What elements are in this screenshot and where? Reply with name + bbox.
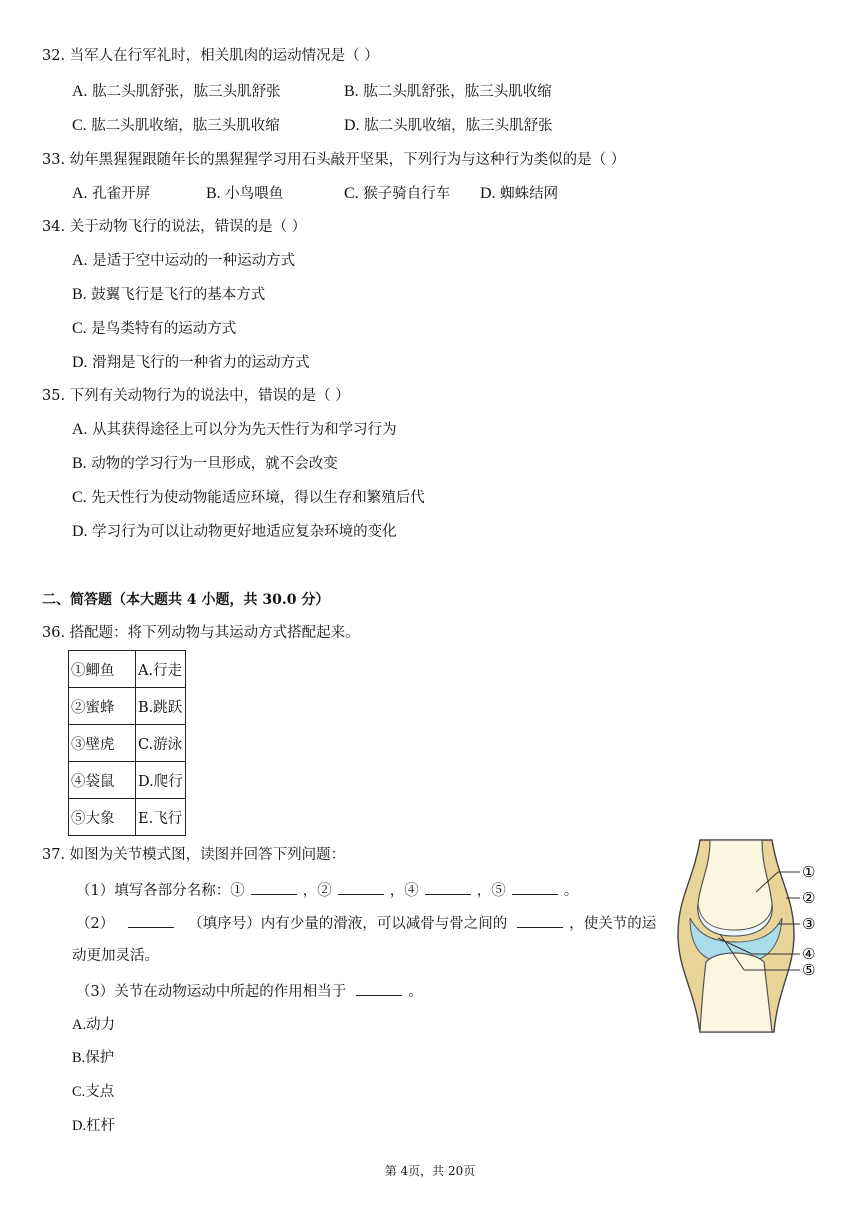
matching-table <box>68 650 186 836</box>
animal-cell: ①鲫鱼 <box>69 651 136 688</box>
answer-blank[interactable] <box>512 880 558 895</box>
figure-label: ① <box>802 863 816 881</box>
mode-cell: E.飞行 <box>136 799 186 836</box>
q32-option-b: B. 肱二头肌舒张，肱三头肌收缩 <box>344 83 552 100</box>
figure-label: ⑤ <box>802 961 816 979</box>
q33-option-b: B. 小鸟喂鱼 <box>206 185 284 202</box>
q35-option-a: A. 从其获得途径上可以分为先天性行为和学习行为 <box>72 421 397 438</box>
table-row <box>69 651 186 688</box>
mode-cell: B.跳跃 <box>136 688 186 725</box>
q32-option-a: A. 肱二头肌舒张，肱三头肌舒张 <box>72 83 281 100</box>
question-33-stem: 33. 幼年黑猩猩跟随年长的黑猩猩学习用石头敲开坚果，下列行为与这种行为类似的是（ ） <box>42 152 626 168</box>
animal-cell: ③壁虎 <box>69 725 136 762</box>
section-heading: 二、简答题（本大题共 4 小题，共 30.0 分） <box>42 592 330 608</box>
answer-blank[interactable] <box>356 981 402 996</box>
q34-option-d: D. 滑翔是飞行的一种省力的运动方式 <box>72 354 310 371</box>
q37-part-2: （2） （填序号）内有少量的滑液，可以减骨与骨之间的 ，使关节的运 <box>76 913 656 934</box>
q35-option-d: D. 学习行为可以让动物更好地适应复杂环境的变化 <box>72 523 397 540</box>
mode-cell: D.爬行 <box>136 762 186 799</box>
table-row <box>69 799 186 836</box>
question-36-stem: 36. 搭配题：将下列动物与其运动方式搭配起来。 <box>42 625 360 641</box>
answer-blank[interactable] <box>251 880 297 895</box>
answer-blank[interactable] <box>425 880 471 895</box>
lower-bone <box>700 953 772 1032</box>
question-32-stem: 32. 当军人在行军礼时，相关肌肉的运动情况是（ ） <box>42 48 379 64</box>
q32-option-c: C. 肱二头肌收缩，肱三头肌收缩 <box>72 117 280 134</box>
page-footer: 第 4页，共 20页 <box>384 1164 476 1178</box>
figure-label: ③ <box>802 915 816 933</box>
question-35-stem: 35. 下列有关动物行为的说法中，错误的是（ ） <box>42 388 350 404</box>
q37-option-b: B.保护 <box>72 1050 115 1066</box>
animal-cell: ②蜜蜂 <box>69 688 136 725</box>
q33-option-d: D. 蜘蛛结网 <box>480 185 559 202</box>
table-row <box>69 725 186 762</box>
q35-option-c: C. 先天性行为使动物能适应环境，得以生存和繁殖后代 <box>72 489 425 506</box>
mode-cell: A.行走 <box>136 651 186 688</box>
figure-label: ② <box>802 889 816 907</box>
answer-blank[interactable] <box>128 913 174 928</box>
q37-option-a: A.动力 <box>72 1017 116 1033</box>
q32-option-d: D. 肱二头肌收缩，肱三头肌舒张 <box>344 117 553 134</box>
q37-option-c: C.支点 <box>72 1084 115 1100</box>
animal-cell: ④袋鼠 <box>69 762 136 799</box>
mode-cell: C.游泳 <box>136 725 186 762</box>
q37-part-3: （3）关节在动物运动中所起的作用相当于 。 <box>76 981 423 1002</box>
question-34-stem: 34. 关于动物飞行的说法，错误的是（ ） <box>42 219 307 235</box>
q35-option-b: B. 动物的学习行为一旦形成，就不会改变 <box>72 455 338 472</box>
animal-cell: ⑤大象 <box>69 799 136 836</box>
q37-option-d: D.杠杆 <box>72 1118 116 1134</box>
q37-part-1: （1）填写各部分名称：① ，② ，④ ，⑤ 。 <box>76 880 578 901</box>
figure-label: ④ <box>802 945 816 963</box>
q37-part-2-continued: 动更加灵活。 <box>72 948 159 964</box>
answer-blank[interactable] <box>338 880 384 895</box>
q34-option-c: C. 是鸟类特有的运动方式 <box>72 320 237 337</box>
q33-option-c: C. 猴子骑自行车 <box>344 185 451 202</box>
table-row <box>69 762 186 799</box>
q33-option-a: A. 孔雀开屏 <box>72 185 151 202</box>
joint-diagram <box>660 838 830 1034</box>
question-37-stem: 37. 如图为关节模式图，读图并回答下列问题： <box>42 847 346 863</box>
answer-blank[interactable] <box>517 913 563 928</box>
table-row <box>69 688 186 725</box>
q34-option-a: A. 是适于空中运动的一种运动方式 <box>72 252 296 269</box>
q34-option-b: B. 鼓翼飞行是飞行的基本方式 <box>72 286 266 303</box>
